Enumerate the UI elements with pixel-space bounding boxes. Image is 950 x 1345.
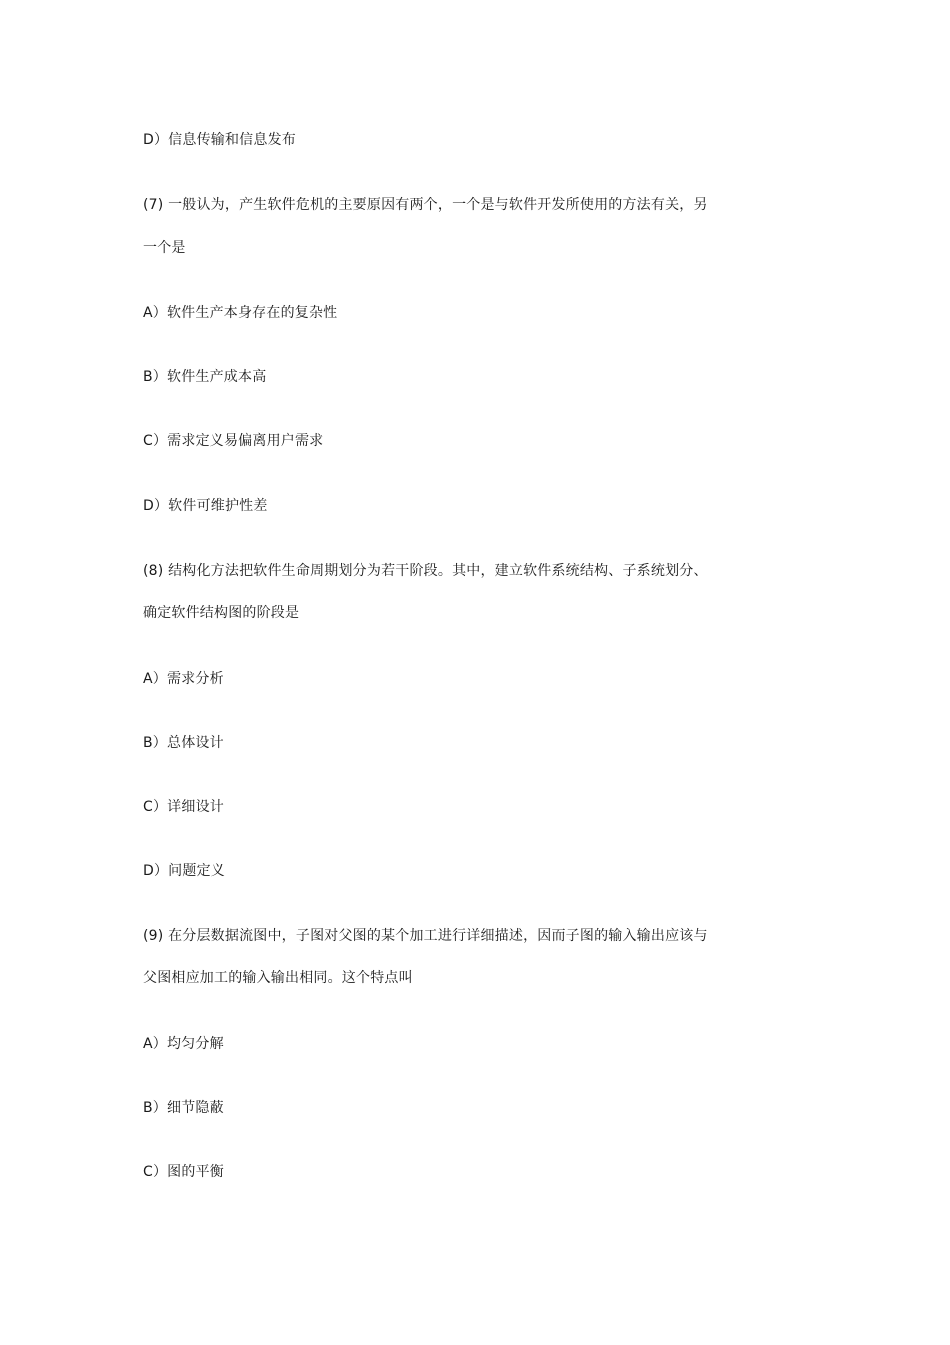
option-a-q8: A）需求分析 — [143, 671, 224, 687]
option-c-q7: C）需求定义易偏离用户需求 — [143, 433, 324, 449]
option-d-q8: D）问题定义 — [143, 863, 225, 879]
option-a-q7: A）软件生产本身存在的复杂性 — [143, 305, 338, 321]
option-b-q7: B）软件生产成本高 — [143, 369, 267, 385]
question-8-line-1: (8) 结构化方法把软件生命周期划分为若干阶段。其中，建立软件系统结构、子系统划分、 — [143, 563, 708, 579]
question-7-line-2: 一个是 — [143, 240, 186, 256]
option-b-q9: B）细节隐蔽 — [143, 1100, 224, 1116]
option-b-q8: B）总体设计 — [143, 735, 224, 751]
option-d-q7: D）软件可维护性差 — [143, 498, 268, 514]
question-7-line-1: (7) 一般认为，产生软件危机的主要原因有两个，一个是与软件开发所使用的方法有关，另 — [143, 197, 708, 213]
option-c-q8: C）详细设计 — [143, 799, 224, 815]
question-9-line-2: 父图相应加工的输入输出相同。这个特点叫 — [143, 970, 413, 986]
question-8-line-2: 确定软件结构图的阶段是 — [143, 605, 300, 621]
option-a-q9: A）均匀分解 — [143, 1036, 224, 1052]
option-d-q6: D）信息传输和信息发布 — [143, 132, 296, 148]
question-9-line-1: (9) 在分层数据流图中，子图对父图的某个加工进行详细描述，因而子图的输入输出应该与 — [143, 928, 708, 944]
option-c-q9: C）图的平衡 — [143, 1164, 224, 1180]
